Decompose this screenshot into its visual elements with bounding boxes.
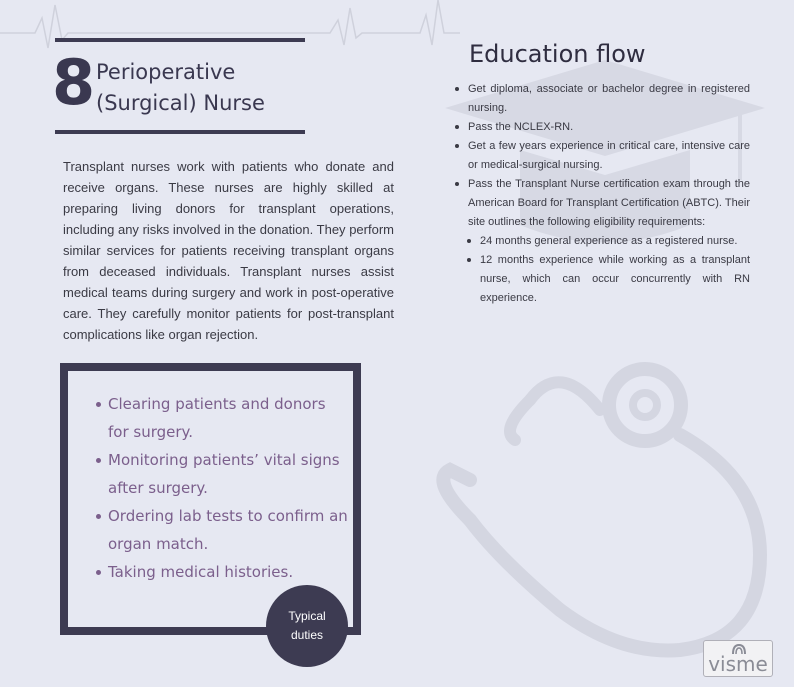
list-item: Get diploma, associate or bachelor degree in registered nursing. [468,80,750,118]
page-title [96,57,265,119]
title-line-1: Perioperative [96,60,236,84]
education-list [468,80,750,308]
list-item: Monitoring patients’ vital signs after surgery. [108,446,348,502]
eligibility-list [468,232,750,308]
header-top-rule [55,38,305,42]
section-number: 8 [52,46,96,119]
logo-mark-icon [732,643,746,655]
list-item: Pass the Transplant Nurse certification exam through the American Board for Transplant Certification (ABTC). Their site outlines the following eligibility requirements: [468,175,750,232]
list-item: Taking medical histories. [108,558,348,586]
visme-logo[interactable] [703,640,773,677]
badge-line-2: duties [290,628,324,642]
list-item: Clearing patients and donors for surgery. [108,390,348,446]
education-title: Education flow [469,40,646,68]
duties-list [108,390,348,586]
logo-text: visme [708,652,768,676]
list-item: Pass the NCLEX-RN. [468,118,750,137]
list-item: Ordering lab tests to confirm an organ match. [108,502,348,558]
list-item: 12 months experience while working as a transplant nurse, which can occur concurrently with RN experience. [480,251,750,308]
title-line-2: (Surgical) Nurse [96,91,265,115]
intro-paragraph: Transplant nurses work with patients who donate and receive organs. These nurses are highly skilled at preparing living donors for transplant operations, including any risks involved in the donation. They perform similar services for patients receiving transplant organs from deceased individuals. Transplant nurses assist medical teams during surgery and work in post-operative care. They carefully monitor patients for post-transplant complications like organ rejection. [63,159,394,342]
list-item: Get a few years experience in critical care, intensive care or medical-surgical nursing. [468,137,750,175]
header-bottom-rule [55,130,305,134]
list-item: 24 months general experience as a registered nurse. [480,232,750,251]
sub-list-container [468,232,750,308]
stethoscope-icon [443,369,760,651]
duties-badge [266,585,348,667]
badge-line-1: Typical [288,609,326,623]
